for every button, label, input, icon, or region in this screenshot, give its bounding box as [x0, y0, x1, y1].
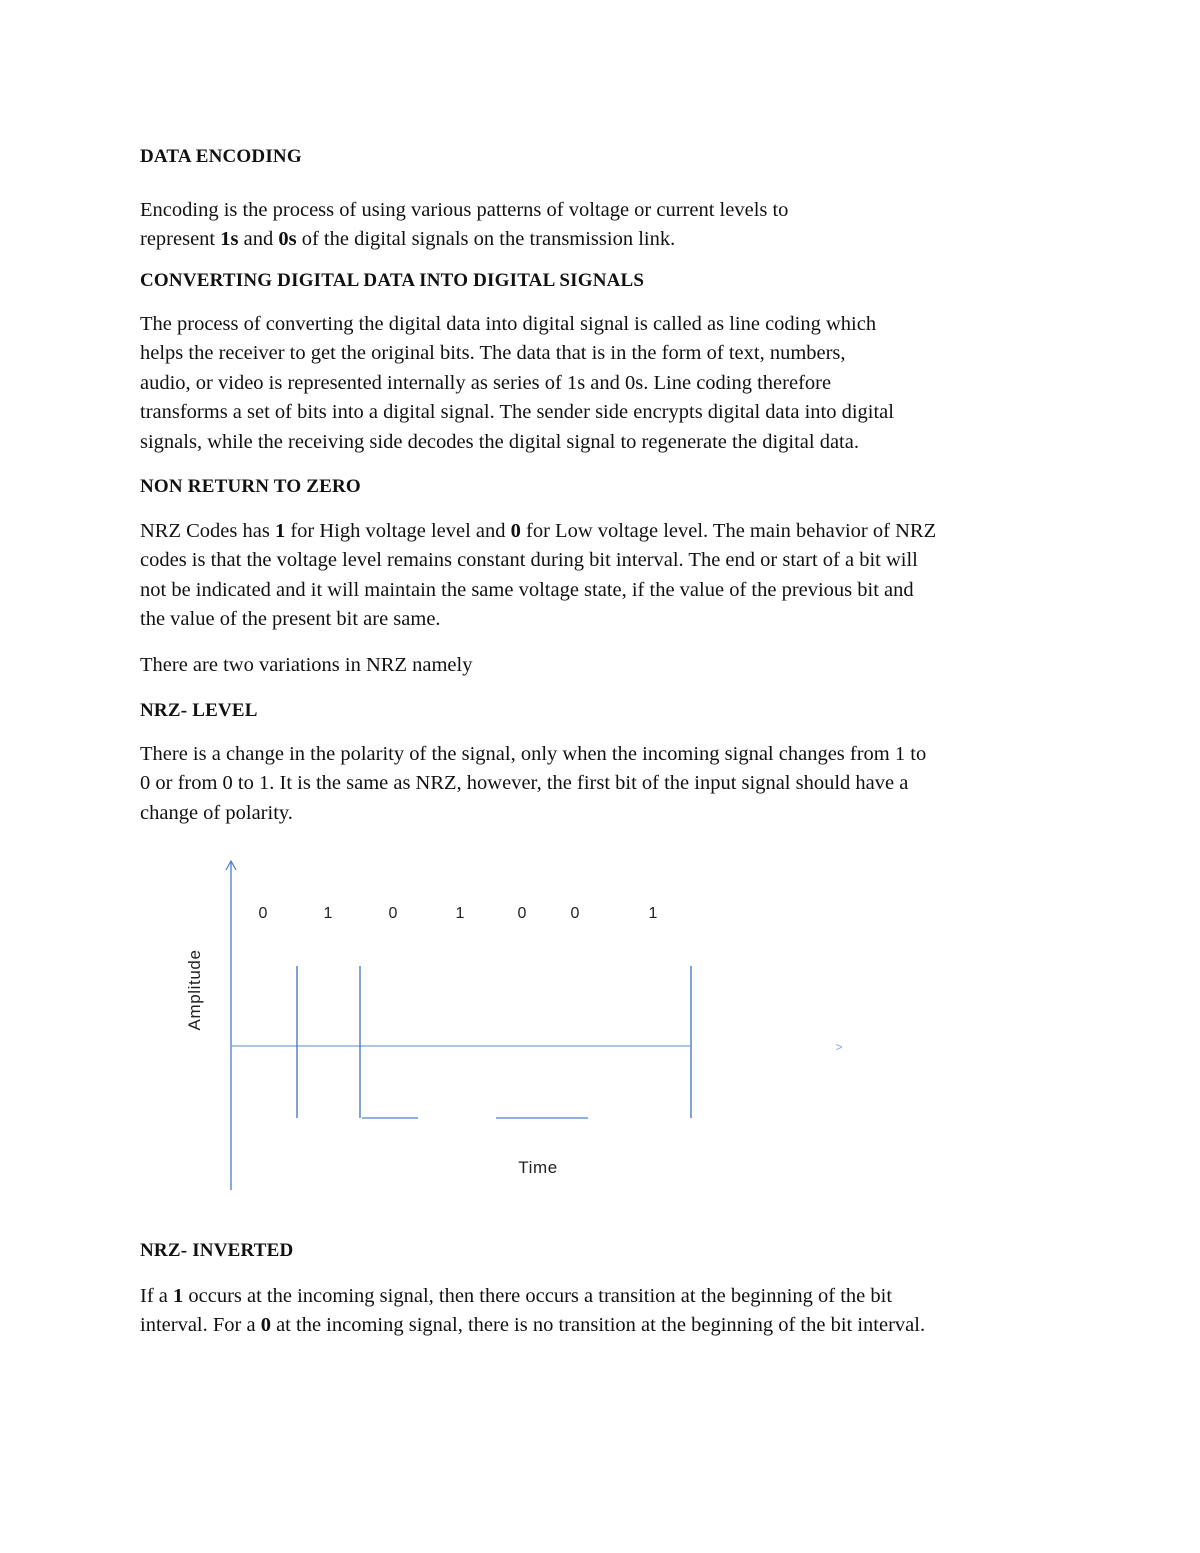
text-run: If a: [140, 1285, 174, 1307]
bit-label: 1: [323, 905, 333, 922]
bit-label: 0: [388, 905, 398, 922]
text-line: Encoding is the process of using various patterns of voltage or current levels to: [140, 199, 789, 221]
bit-label: 0: [517, 905, 527, 922]
text-run: and: [238, 228, 279, 251]
text-line: There are two variations in NRZ namely: [140, 654, 473, 676]
text-line: 0 or from 0 to 1. It is the same as NRZ, however, the first bit of the input signal should have a: [140, 772, 909, 795]
bold-text: 0: [510, 520, 521, 542]
text-line: [140, 1282, 1070, 1311]
text-line: audio, or video is represented internally as series of 1s and 0s. Line coding therefore: [140, 371, 832, 394]
text-run: occurs at the incoming signal, then there occurs a transition at the beginning of the bit: [183, 1285, 893, 1307]
text-line: change of polarity.: [140, 801, 293, 824]
heading-converting: CONVERTING DIGITAL DATA INTO DIGITAL SIGNALS: [140, 270, 645, 291]
text-line: signals, while the receiving side decodes the digital signal to regenerate the digital data.: [140, 430, 859, 453]
text-run: for High voltage level and: [285, 520, 511, 542]
text-run: NRZ Codes has: [140, 520, 275, 542]
bold-text: 1s: [220, 228, 239, 251]
text-line: There is a change in the polarity of the signal, only when the incoming signal changes from 1 to: [140, 743, 927, 765]
text-run: interval. For a: [140, 1314, 261, 1337]
text-run: at the incoming signal, there is no transition at the beginning of the bit interval.: [270, 1314, 926, 1337]
bit-label: 1: [648, 905, 658, 922]
amplitude-axis-label: Amplitude: [185, 949, 204, 1031]
bit-label: 1: [455, 905, 465, 922]
text-run: for Low voltage level. The main behavior of NRZ: [520, 520, 937, 542]
text-run: of the digital signals on the transmission link.: [296, 228, 676, 251]
bold-text: 1: [173, 1285, 184, 1307]
bit-label: 0: [570, 905, 580, 922]
text-line: transforms a set of bits into a digital signal. The sender side encrypts digital data into digital: [140, 401, 894, 424]
heading-nrz: NON RETURN TO ZERO: [140, 476, 361, 497]
bold-text: 1: [274, 520, 286, 542]
bit-label: 0: [258, 905, 268, 922]
paragraph-nrz-inverted: [140, 1282, 1070, 1341]
stray-arrow-mark: >: [835, 1040, 843, 1054]
text-line: The process of converting the digital data into digital signal is called as line coding which: [140, 313, 877, 335]
bold-text: 0: [260, 1314, 271, 1337]
text-line: [140, 1311, 1070, 1340]
heading-nrz-inverted: NRZ- INVERTED: [140, 1240, 294, 1261]
text-line: not be indicated and it will maintain the same voltage state, if the value of the previous bit and: [140, 578, 914, 601]
heading-nrz-level: NRZ- LEVEL: [140, 700, 258, 721]
text-line: helps the receiver to get the original bits. The data that is in the form of text, numbers,: [140, 342, 846, 365]
bold-text: 0s: [278, 228, 297, 251]
time-axis-label: Time: [518, 1158, 558, 1177]
text-run: represent: [140, 228, 221, 251]
heading-data-encoding: DATA ENCODING: [140, 146, 302, 167]
text-line: codes is that the voltage level remains constant during bit interval. The end or start of a bit will: [140, 549, 918, 572]
text-line: the value of the present bit are same.: [140, 608, 441, 631]
bit-labels: [259, 905, 658, 922]
